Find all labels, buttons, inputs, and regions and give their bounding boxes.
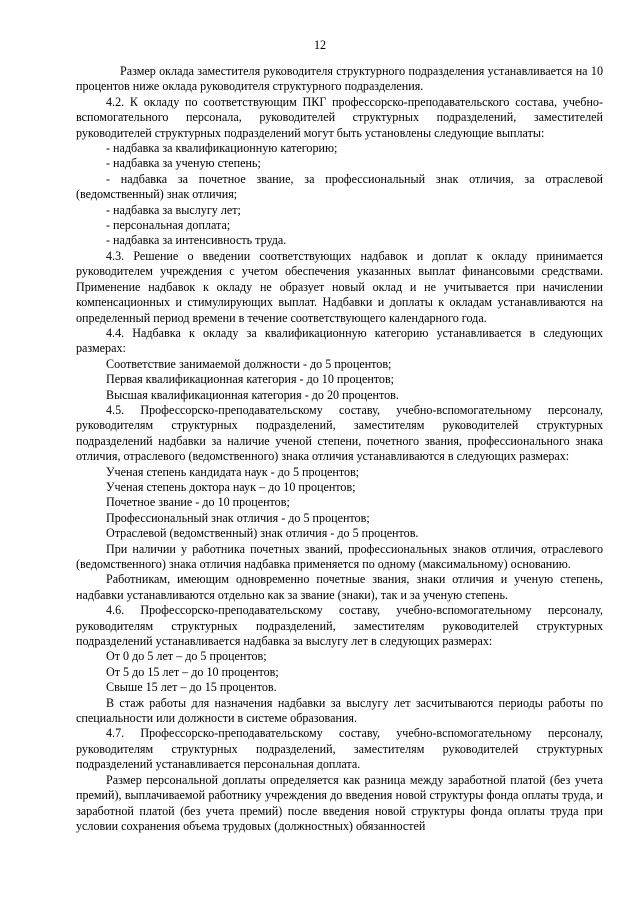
page-number: 12 (313, 38, 327, 52)
list-item: Ученая степень кандидата наук - до 5 процентов; (106, 464, 360, 479)
paragraph-4-4: 4.4. Надбавка к окладу за квалификационную категорию устанавливается в следующих размерах: (76, 325, 603, 356)
degree-list (76, 465, 603, 542)
paragraph-4-7: 4.7. Профессорско-преподавательскому составу, учебно-вспомогательному персоналу, руководителям структурных подразделений, заместителям руководителей структурных подразделений устанавливается персональная доплата. (76, 726, 603, 772)
list-item: Высшая квалификационная категория - до 20 процентов. (106, 387, 399, 402)
category-list (76, 357, 603, 403)
paragraph-titles-and-degree: Работникам, имеющим одновременно почетные звания, знаки отличия и ученую степень, надбавки устанавливаются отдельно как за звание (знаки), так и за ученую степень. (76, 572, 603, 602)
paragraph-4-2: 4.2. К окладу по соответствующим ПКГ профессорско-преподавательского состава, учебно-вспомогательного персонала, руководителей структурных подразделений, заместителей руководителей структурных подразделений могут быть установлены следующие выплаты: (76, 94, 603, 140)
paragraph-personal-payment: Размер персональной доплаты определяется как разница между заработной платой (без учета премий), выплачиваемой работнику учреждения до введения новой структуры фонда оплаты труда, и заработной платой (без учета премий) после введения новой структуры фонда оплаты труда при условии сохранения объема трудовых (должностных) обязанностей (76, 772, 603, 833)
paragraph-seniority-periods: В стаж работы для назначения надбавки за выслугу лет засчитываются периоды работы по специальности или должности в системе образования. (76, 695, 603, 726)
list-item: - надбавка за квалификационную категорию; (106, 141, 338, 156)
seniority-list (76, 649, 603, 695)
list-item: Свыше 15 лет – до 15 процентов. (106, 680, 277, 695)
list-item: Почетное звание - до 10 процентов; (106, 495, 290, 510)
paragraph-4-3: 4.3. Решение о введении соответствующих надбавок и доплат к окладу принимается руководителем учреждения с учетом обеспечения указанных выплат финансовыми средствами. Применение надбавок к окладу не образует новый оклад и не учитывается при начислении компенсационных и стимулирующих выплат. Надбавки и доплаты к окладам устанавливаются на определенный период времени в течение соответствующего календарного года. (76, 248, 603, 325)
list-item: Ученая степень доктора наук – до 10 процентов; (106, 479, 356, 494)
list-item: - персональная доплата; (106, 218, 231, 233)
list-item: От 0 до 5 лет – до 5 процентов; (106, 649, 267, 664)
list-item: Профессиональный знак отличия - до 5 процентов; (106, 510, 370, 525)
list-item: Соответствие занимаемой должности - до 5 процентов; (106, 356, 392, 371)
list-item: - надбавка за интенсивность труда. (106, 233, 287, 248)
allowances-list (76, 141, 603, 249)
document-body (76, 64, 603, 834)
list-item: - надбавка за выслугу лет; (106, 202, 241, 217)
list-item: - надбавка за почетное звание, за профессиональный знак отличия, за отраслевой (ведомственный) знак отличия; (76, 171, 603, 202)
paragraph-4-5: 4.5. Профессорско-преподавательскому составу, учебно-вспомогательному персоналу, руководителям структурных подразделений, заместителям руководителей структурных подразделений надбавки за наличие ученой степени, почетного звания, профессионального знака отличия, отраслевого (ведомственного) знака отличия устанавливаются в следующих размерах: (76, 402, 603, 464)
paragraph-4-6: 4.6. Профессорско-преподавательскому составу, учебно-вспомогательному персоналу, руководителям структурных подразделений, заместителям руководителей структурных подразделений устанавливается надбавка за выслугу лет в следующих размерах: (76, 603, 603, 649)
list-item: От 5 до 15 лет – до 10 процентов; (106, 664, 279, 679)
list-item: - надбавка за ученую степень; (106, 156, 261, 171)
list-item: Отраслевой (ведомственный) знак отличия - до 5 процентов. (106, 526, 419, 541)
paragraph-deputy-salary: Размер оклада заместителя руководителя структурного подразделения устанавливается на 10 процентов ниже оклада руководителя структурного подразделения. (76, 64, 603, 94)
list-item: Первая квалификационная категория - до 10 процентов; (106, 372, 395, 387)
paragraph-multiple-titles: При наличии у работника почетных званий, профессиональных знаков отличия, отраслевого (ведомственного) знака отличия надбавка применяется по одному (максимальному) основанию. (76, 541, 603, 571)
